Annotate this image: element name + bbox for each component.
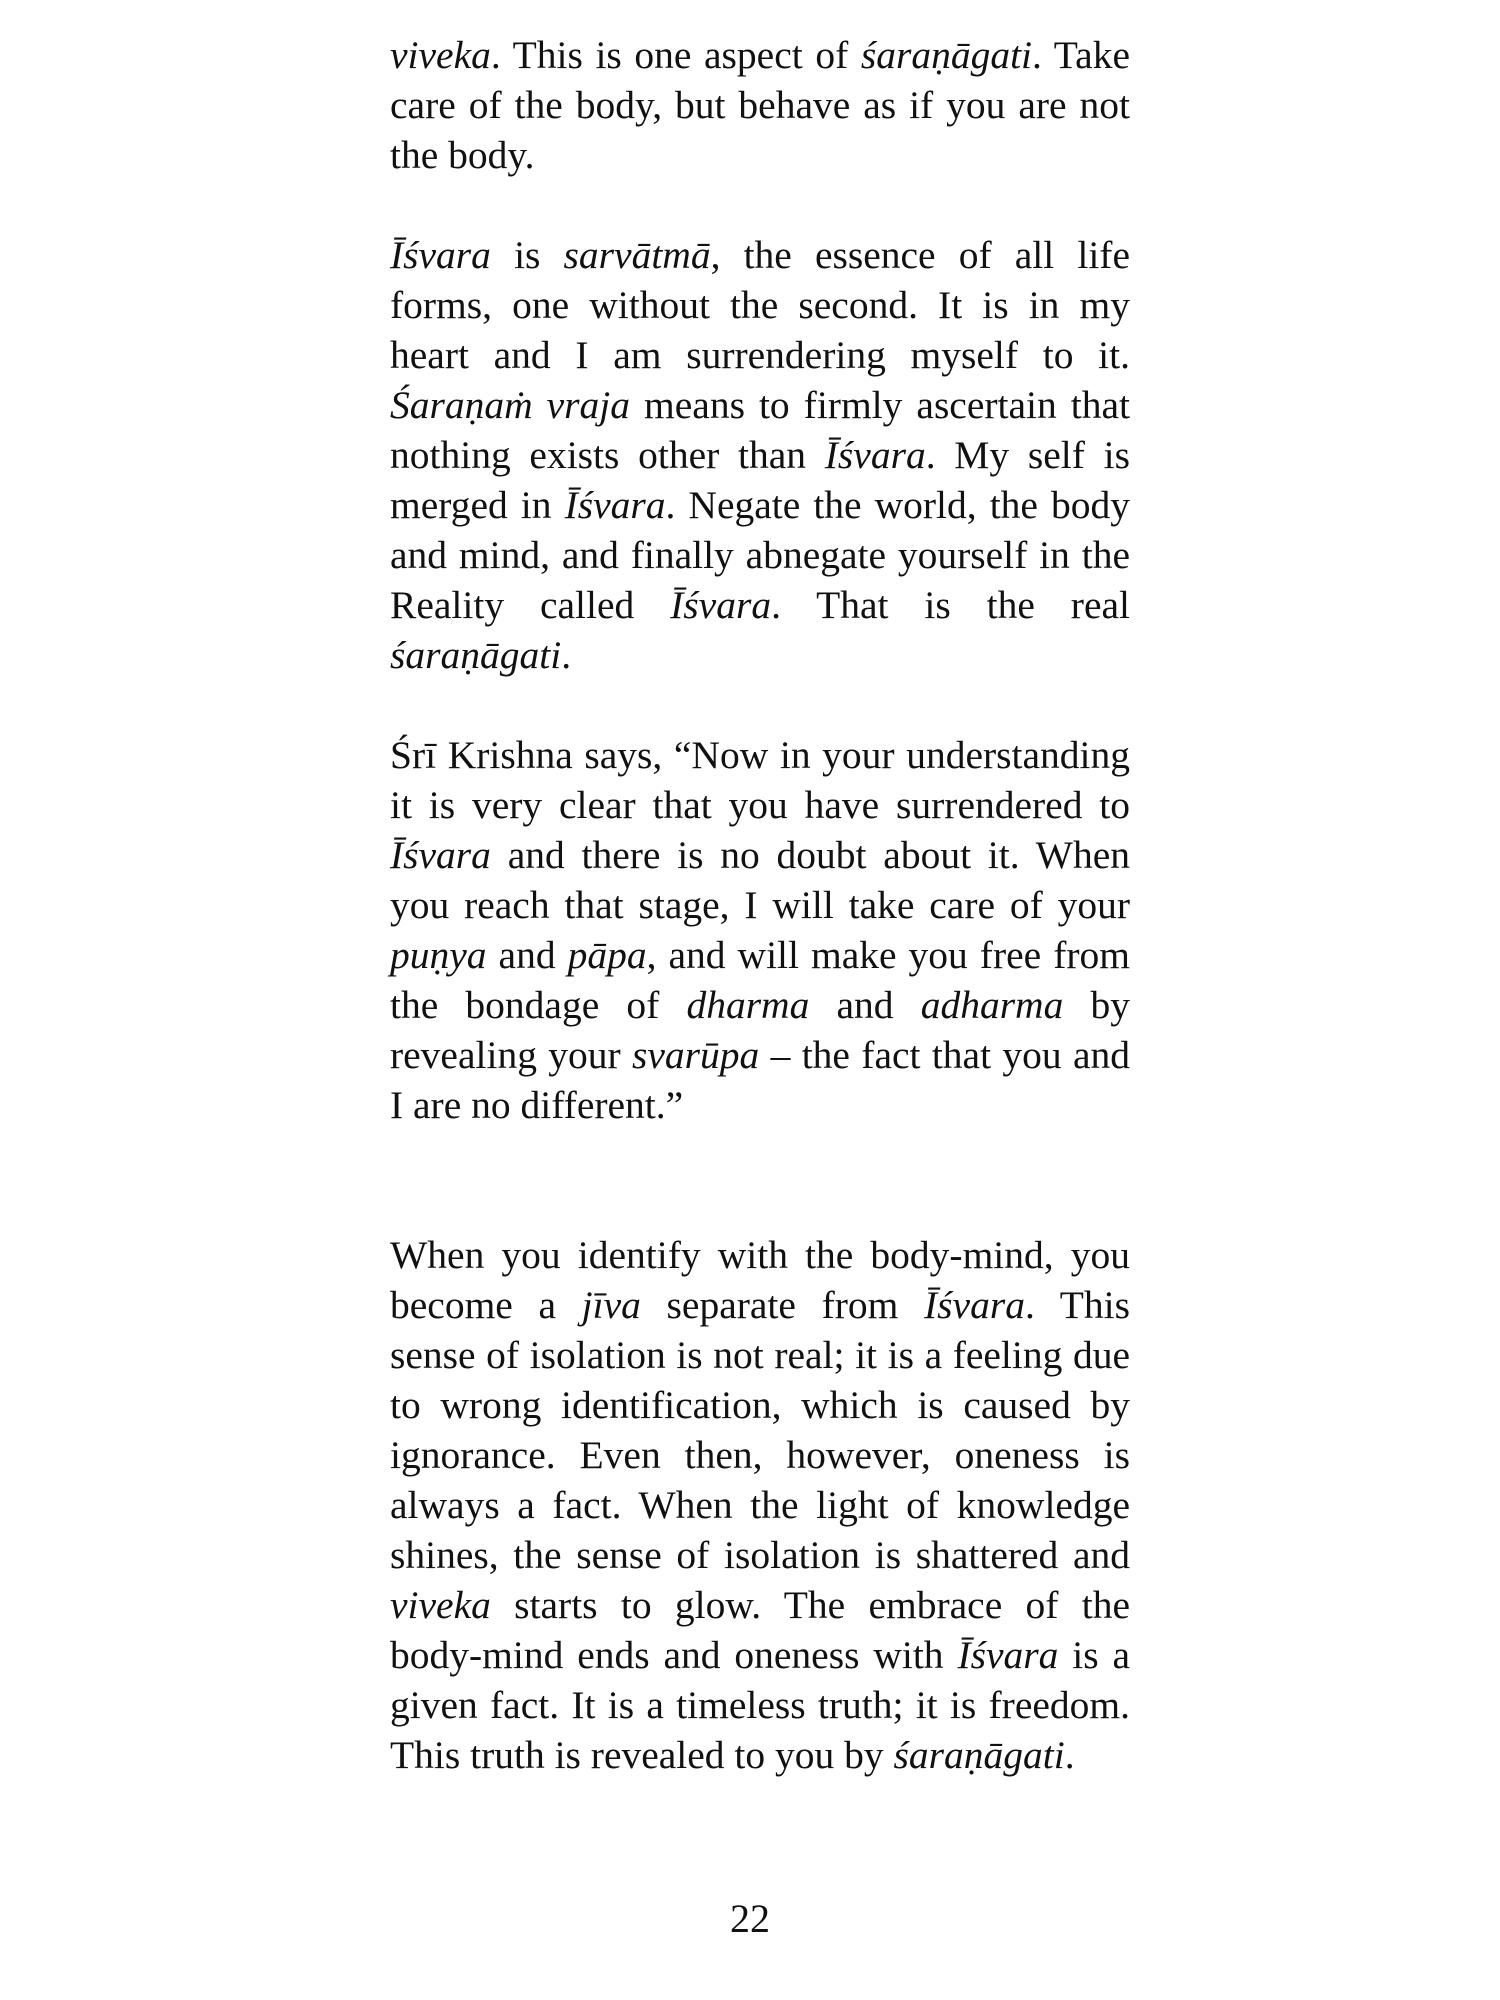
italic-term: svarūpa xyxy=(632,1033,760,1077)
text-segment: . Take care of the body, but behave as if you are not the body. xyxy=(390,33,1130,177)
text-segment: and xyxy=(486,933,568,977)
paragraph-4 xyxy=(390,1230,1130,1780)
italic-term: Īśvara xyxy=(957,1633,1059,1677)
text-segment: When you identify with the body-mind, you become a xyxy=(390,1233,1130,1327)
text-segment: . This is one aspect of xyxy=(490,33,861,77)
italic-term: śaraṇāgati xyxy=(390,633,562,677)
text-segment: means to firmly ascertain that nothing exists other than xyxy=(390,383,1130,477)
italic-term: Īśvara xyxy=(924,1283,1025,1327)
text-segment: and xyxy=(809,983,921,1027)
italic-term: jīva xyxy=(581,1283,641,1327)
page-number: 22 xyxy=(730,1896,770,1941)
italic-term: Īśvara xyxy=(564,483,666,527)
italic-term: Īśvara xyxy=(670,583,772,627)
paragraph-3 xyxy=(390,730,1130,1130)
italic-term: pāpa xyxy=(567,933,647,977)
text-segment: , and will make you free from the bondage of xyxy=(390,933,1130,1027)
text-segment: . My self is merged in xyxy=(390,433,1131,527)
paragraph-1 xyxy=(390,30,1130,180)
italic-term: Īśvara xyxy=(390,833,491,877)
text-segment: – the fact that you and I are no different.” xyxy=(390,1033,1130,1127)
text-segment: is xyxy=(490,233,564,277)
italic-term: viveka xyxy=(390,1583,491,1627)
text-segment: . Negate the world, the body and mind, and finally abnegate yourself in the Reality called xyxy=(390,483,1131,627)
italic-term: Śaraṇaṁ vraja xyxy=(390,383,631,427)
italic-term: sarvātmā xyxy=(563,233,711,277)
italic-term: puṇya xyxy=(390,933,487,977)
text-segment: . xyxy=(561,633,572,677)
italic-term: Īśvara xyxy=(824,433,926,477)
paragraph-2 xyxy=(390,230,1130,680)
text-segment: and there is no doubt about it. When you reach that stage, I will take care of your xyxy=(390,833,1130,927)
text-segment: is a given fact. It is a timeless truth; it is freedom. This truth is revealed to you by xyxy=(390,1633,1130,1777)
text-segment: Śrī Krishna says, “Now in your understanding it is very clear that you have surrendered to xyxy=(390,733,1130,827)
text-segment: . xyxy=(1064,1733,1075,1777)
italic-term: dharma xyxy=(686,983,810,1027)
text-segment: , the essence of all life forms, one without the second. It is in my heart and I am surrendering myself to it. xyxy=(390,233,1130,377)
text-segment: by revealing your xyxy=(390,983,1130,1077)
italic-term: śaraṇāgati xyxy=(893,1733,1065,1777)
text-segment: . This sense of isolation is not real; it is a feeling due to wrong identification, which is caused by ignorance. Even then, however, oneness is always a fact. When the light of knowledge shines, the sense of isolation is shattered and xyxy=(390,1283,1130,1577)
text-segment: . That is the real xyxy=(771,583,1130,627)
italic-term: Īśvara xyxy=(390,233,491,277)
italic-term: viveka xyxy=(390,33,491,77)
italic-term: śaraṇāgati xyxy=(860,33,1033,77)
text-segment: separate from xyxy=(640,1283,925,1327)
italic-term: adharma xyxy=(920,983,1064,1027)
text-segment: starts to glow. The embrace of the body-mind ends and oneness with xyxy=(390,1583,1130,1677)
